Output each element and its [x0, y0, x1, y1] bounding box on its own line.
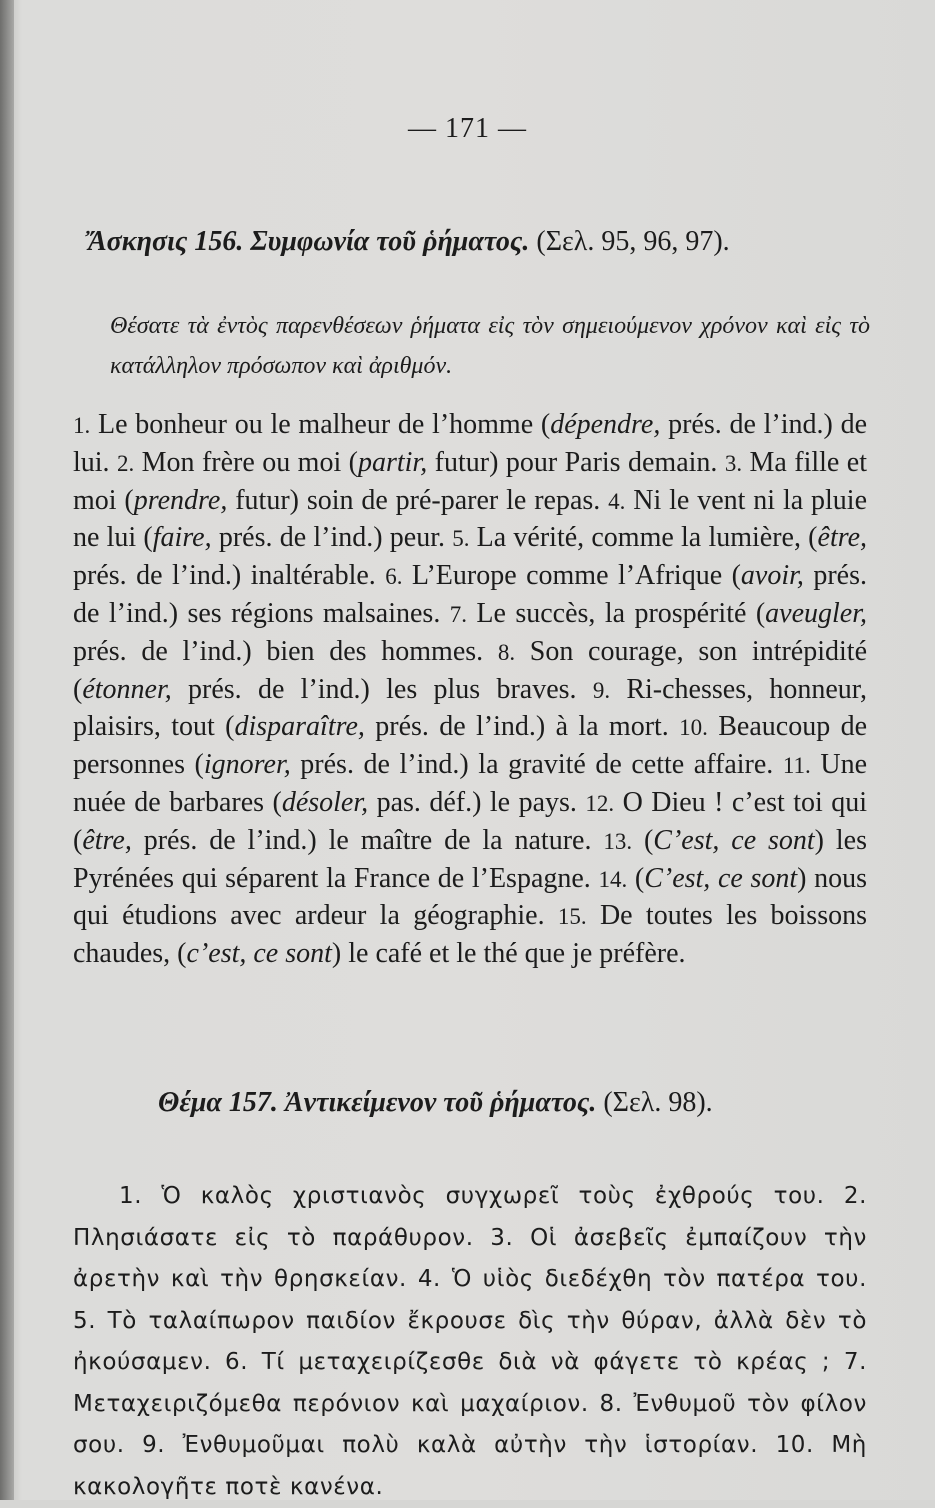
sentence-number: 7.	[449, 601, 467, 627]
sentence-text: prés. de l’ind.) à la mort.	[364, 711, 680, 743]
exercise-157-heading	[158, 1087, 935, 1119]
sentence-text: Ri-chesses, honneur, plaisirs, tout (	[73, 673, 867, 743]
sentence-verb: prendre,	[133, 484, 228, 516]
sentence-number: 14.	[598, 866, 628, 892]
sentence-text: (	[627, 862, 645, 894]
exercise-157-title: Ἀντικείμενον τοῦ ῥήματος.	[284, 1087, 597, 1118]
sentence-text: Son courage, son intrépidité (	[73, 635, 868, 705]
sentence-verb: C’est, ce sont	[653, 824, 815, 856]
sentence-verb: disparaître,	[234, 711, 365, 743]
sentence-text: L’Europe comme l’Afrique (	[402, 560, 741, 592]
sentence-verb: désoler,	[281, 786, 369, 818]
sentence-text: (	[632, 824, 654, 856]
sentence-text: prés. de l’ind.) peur.	[211, 522, 453, 554]
sentence-verb: partir,	[357, 446, 428, 478]
sentence-text: prés. de l’ind.) la gravité de cette affaire.	[290, 749, 783, 781]
sentence-number: 11.	[782, 753, 811, 779]
sentence-verb: faire,	[152, 522, 212, 554]
sentence-text: prés. de l’ind.) le maître de la nature.	[131, 824, 604, 856]
sentence-number: 3.	[724, 450, 743, 476]
sentence-text: Beaucoup de personnes (	[73, 711, 867, 781]
exercise-156-text	[73, 407, 867, 973]
sentence-verb: ignorer,	[203, 749, 291, 781]
sentence-number: 12.	[585, 790, 615, 816]
exercise-156-heading	[88, 226, 868, 258]
sentence-text: O Dieu ! c’est toi qui (	[73, 786, 868, 856]
sentence-text: prés. de l’ind.) de lui.	[73, 409, 867, 478]
sentence-number: 5.	[452, 526, 470, 552]
sentence-text: futur) soin de pré-parer le repas.	[227, 484, 609, 516]
sentence-verb: c’est, ce sont	[186, 938, 332, 970]
sentence-number: 4.	[608, 488, 626, 514]
sentence-text: prés. de l’ind.) les plus braves.	[171, 673, 593, 705]
sentence-text: Une nuée de barbares (	[73, 749, 868, 818]
sentence-text: Ni le vent ni la pluie ne lui (	[73, 484, 868, 554]
sentence-number: 6.	[385, 564, 403, 590]
page-number: — 171 —	[408, 113, 527, 144]
sentence-number: 13.	[603, 828, 633, 854]
sentence-text: ) les Pyrénées qui séparent la France de l’Espagne.	[73, 824, 867, 894]
sentence-text: ) le café et le thé que je préfère.	[331, 938, 686, 970]
sentence-verb: dépendre,	[550, 409, 661, 440]
sentence-number: 1.	[73, 413, 91, 438]
sentence-text: futur) pour Paris demain.	[427, 446, 725, 478]
sentence-text: Ma fille et moi (	[73, 446, 867, 516]
sentence-number: 9.	[592, 677, 611, 703]
sentence-text: Mon frère ou moi (	[134, 446, 358, 478]
sentence-number: 15.	[557, 904, 587, 930]
sentence-text: De toutes les boissons chaudes, (	[73, 900, 867, 970]
exercise-157-label: Θέμα 157.	[158, 1087, 278, 1118]
sentence-text: Le bonheur ou le malheur de l’homme (	[90, 409, 551, 440]
exercise-156-title: Συμφωνία τοῦ ῥήματος.	[250, 226, 530, 257]
sentence-verb: être,	[82, 824, 132, 856]
sentence-text: prés. de l’ind.) ses régions malsaines.	[73, 560, 868, 629]
sentence-verb: étonner,	[82, 673, 172, 705]
sentence-number: 8.	[497, 639, 516, 665]
sentence-number: 2.	[116, 450, 135, 476]
exercise-156-ref: (Σελ. 95, 96, 97).	[536, 226, 730, 257]
sentence-text: Le succès, la prospérité (	[467, 597, 766, 629]
sentence-verb: C’est, ce sont	[644, 862, 798, 894]
sentence-text: ) nous qui étudions avec ardeur la géographie.	[73, 862, 867, 932]
sentence-verb: être,	[817, 522, 868, 554]
exercise-156-instruction: Θέσατε τὰ ἐντὸς παρενθέσεων ῥήματα εἰς τὸν σημειούμενον χρόνον καὶ εἰς τὸ κατάλληλον πρόσωπον καὶ ἀριθμόν.	[110, 313, 870, 379]
sentence-text: prés. de l’ind.) bien des hommes.	[73, 635, 498, 667]
sentence-text: La vérité, comme la lumière, (	[469, 522, 818, 554]
sentence-verb: avoir,	[740, 560, 804, 592]
exercise-157-ref: (Σελ. 98).	[603, 1087, 713, 1118]
exercise-157-text: 1. Ὁ καλὸς χριστιανὸς συγχωρεῖ τοὺς ἐχθρούς του. 2. Πλησιάσατε εἰς τὸ παράθυρον. 3. Οἱ ἀσεβεῖς ἐμπαίζουν τὴν ἀρετὴν καὶ τὴν θρησκείαν. 4. Ὁ υἱὸς διεδέχθη τὸν πατέρα του. 5. Τὸ ταλαίπωρον παιδίον ἔκρουσε δὶς τὴν θύραν, ἀλλὰ δὲν τὸ ἠκούσαμεν. 6. Τί μεταχειρίζεσθε διὰ νὰ φάγετε τὸ κρέας ; 7. Μεταχειριζόμεθα περόνιον καὶ μαχαίριον. 8. Ἐνθυμοῦ τὸν φίλον σου. 9. Ἐνθυμοῦμαι πολὺ καλὰ αὐτὴν τὴν ἱστορίαν. 10. Μὴ κακολογῆτε ποτὲ κανένα.	[73, 1183, 867, 1500]
exercise-156-label: Ἄσκησις 156.	[88, 226, 244, 257]
page-gutter-shadow	[0, 0, 14, 1500]
sentence-text: pas. déf.) le pays.	[368, 786, 586, 818]
sentence-verb: aveugler,	[765, 597, 867, 629]
sentence-number: 10.	[679, 715, 708, 741]
sentence-text: prés. de l’ind.) inaltérable.	[73, 560, 386, 592]
